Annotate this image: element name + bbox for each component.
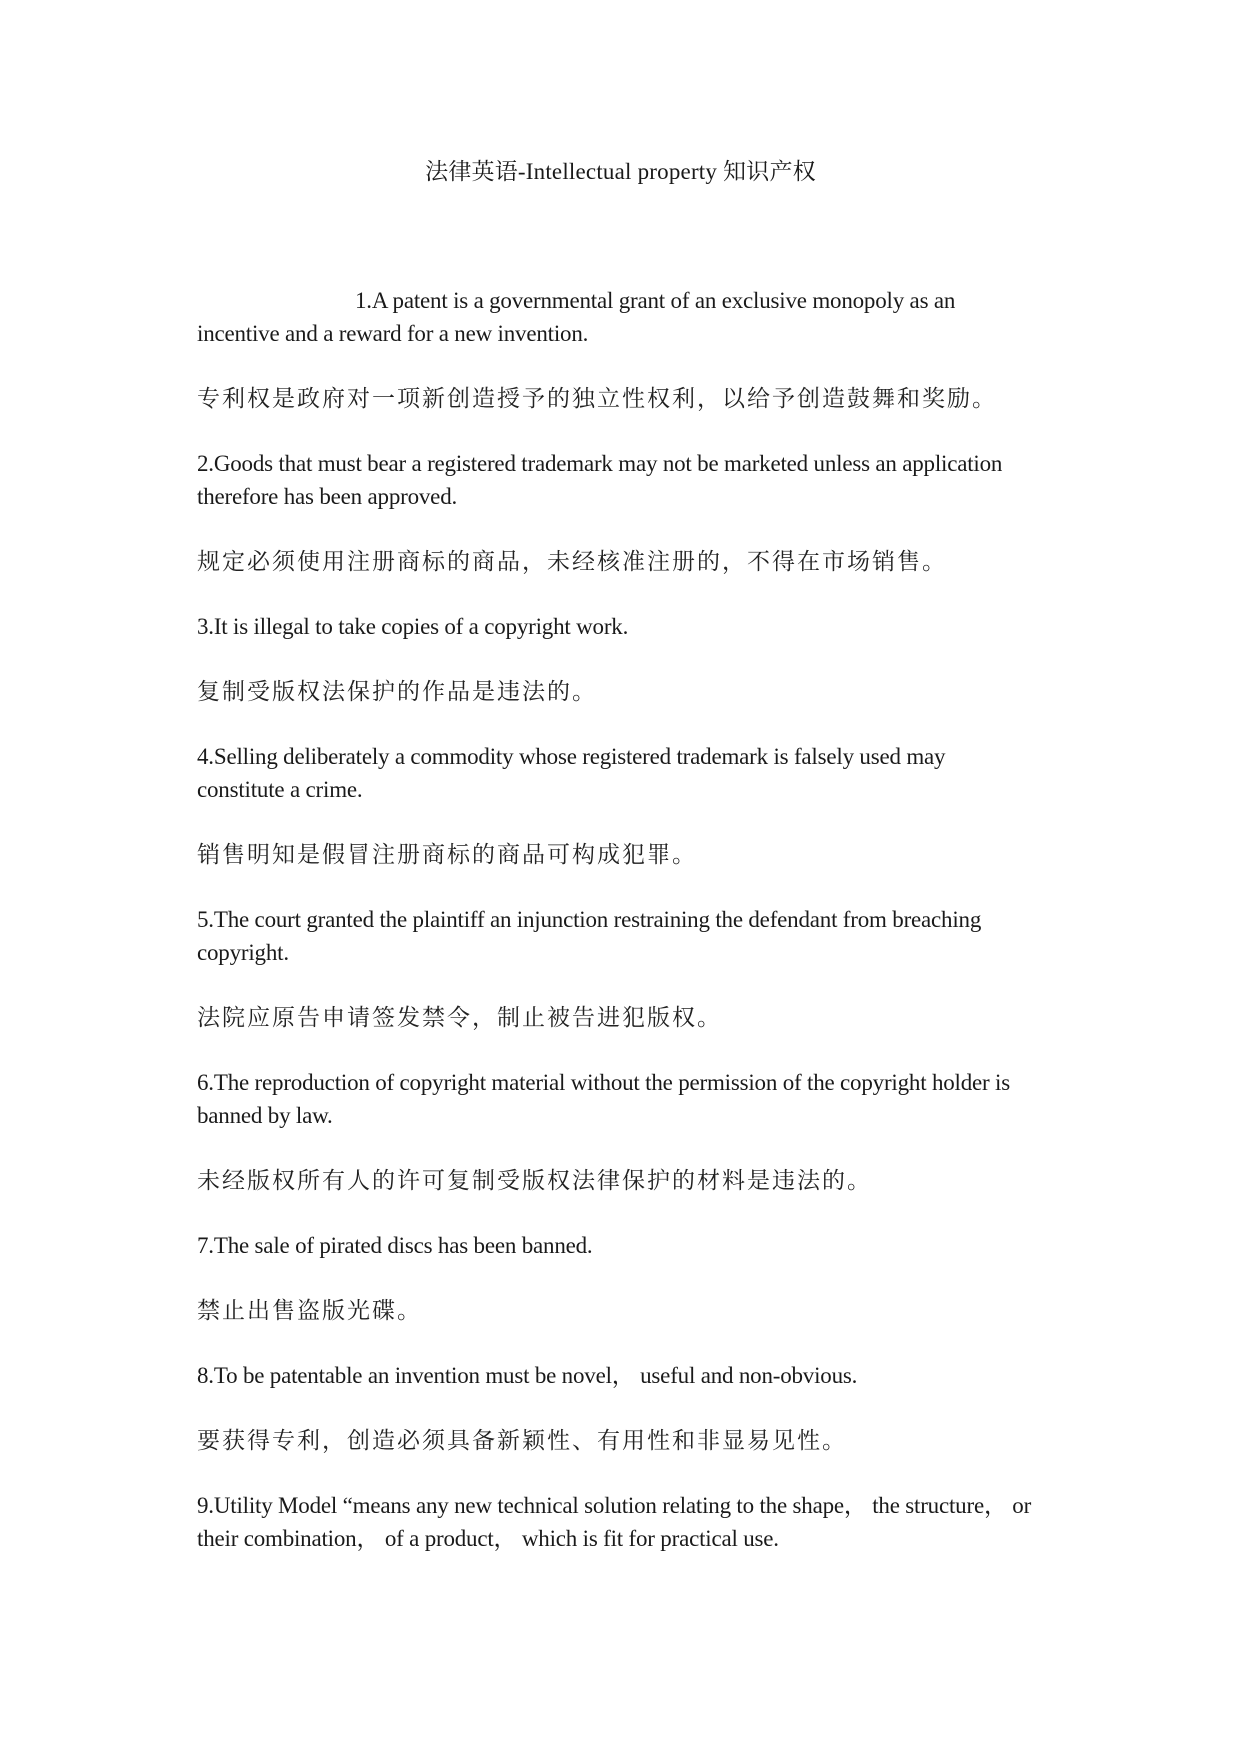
document-title: 法律英语-Intellectual property 知识产权 (425, 159, 816, 184)
item-7-english: 7.The sale of pirated discs has been banned. (197, 1233, 593, 1258)
item-3-chinese: 复制受版权法保护的作品是违法的。 (197, 679, 597, 704)
item-6-chinese: 未经版权所有人的许可复制受版权法律保护的材料是违法的。 (197, 1168, 872, 1193)
item-5-chinese: 法院应原告申请签发禁令，制止被告进犯版权。 (197, 1005, 722, 1030)
item-4-chinese: 销售明知是假冒注册商标的商品可构成犯罪。 (197, 842, 697, 867)
item-7-chinese: 禁止出售盗版光碟。 (197, 1298, 422, 1323)
item-9-english: 9.Utility Model “means any new technical solution relating to the shape， the structure， or their combination， of a product， which is fit for practical use. (197, 1493, 1032, 1551)
item-1-english: 1.A patent is a governmental grant of an exclusive monopoly as an incentive and a reward for a new invention. (197, 288, 956, 346)
item-3-english: 3.It is illegal to take copies of a copyright work. (197, 614, 629, 639)
item-4-english: 4.Selling deliberately a commodity whose registered trademark is falsely used may constitute a crime. (197, 744, 946, 802)
item-5-english: 5.The court granted the plaintiff an injunction restraining the defendant from breaching copyright. (197, 907, 982, 965)
item-8-chinese: 要获得专利，创造必须具备新颖性、有用性和非显易见性。 (197, 1428, 847, 1453)
document-body (197, 284, 1037, 1555)
item-1-chinese: 专利权是政府对一项新创造授予的独立性权利，以给予创造鼓舞和奖励。 (197, 386, 997, 411)
item-8-english: 8.To be patentable an invention must be novel， useful and non-obvious. (197, 1363, 858, 1388)
item-2-chinese: 规定必须使用注册商标的商品，未经核准注册的，不得在市场销售。 (197, 549, 947, 574)
item-2-english: 2.Goods that must bear a registered trademark may not be marketed unless an application therefore has been approved. (197, 451, 1003, 509)
item-6-english: 6.The reproduction of copyright material without the permission of the copyright holder is banned by law. (197, 1070, 1010, 1128)
